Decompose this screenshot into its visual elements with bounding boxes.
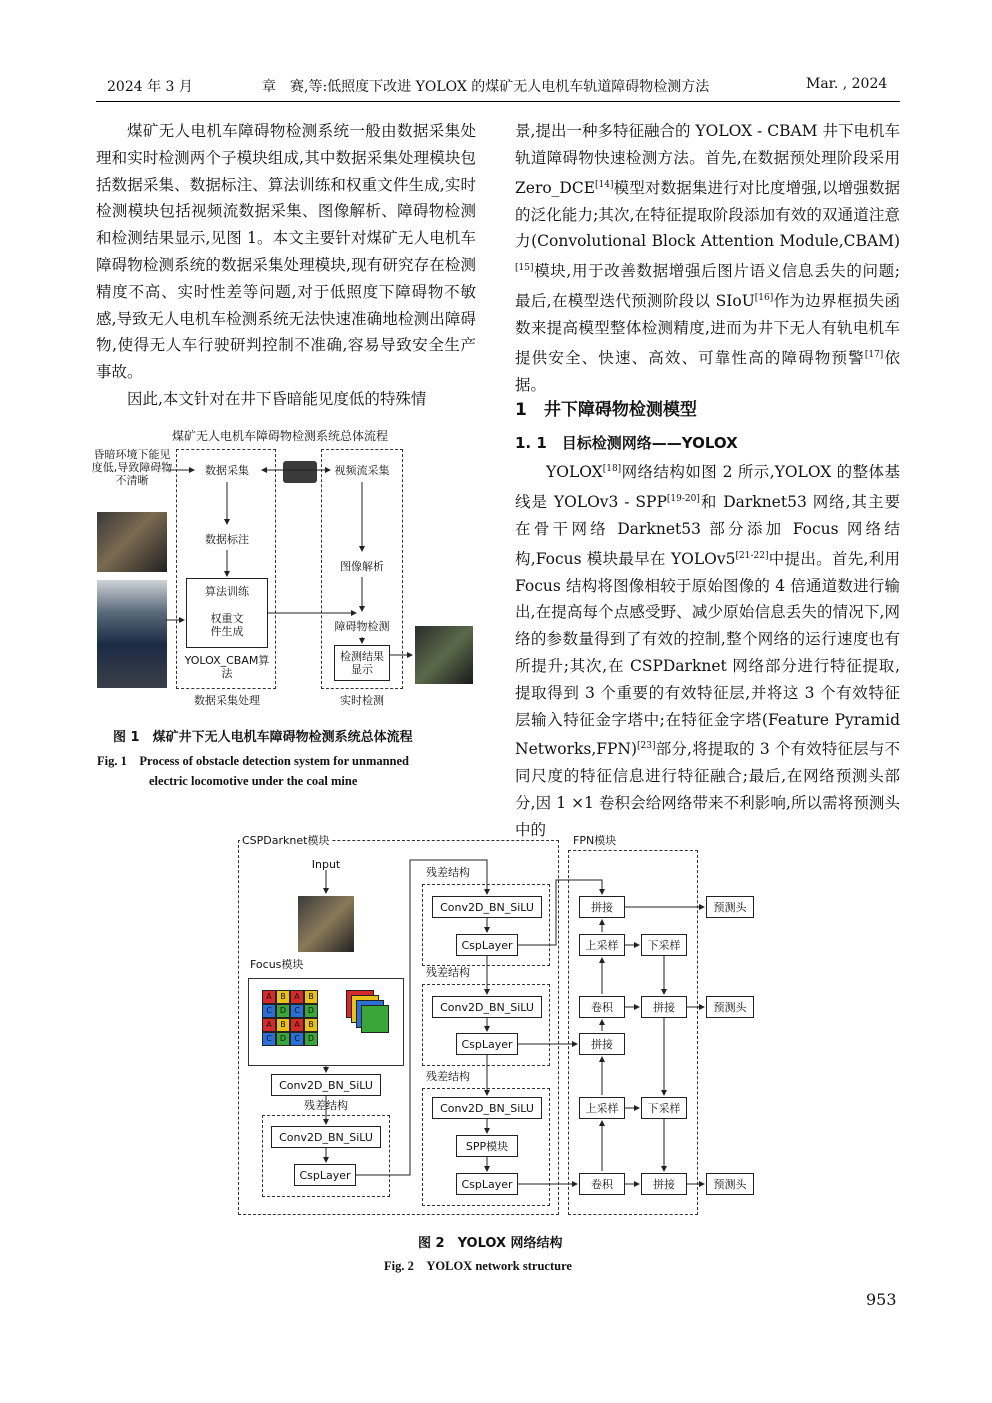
fig1-title: 煤矿无人电机车障碍物检测系统总体流程 xyxy=(171,429,388,443)
fpn-title: FPN模块 xyxy=(573,834,617,847)
focus-grid-cell: D xyxy=(304,1004,318,1018)
subsection-heading: 1. 1 目标检测网络——YOLOX xyxy=(515,434,738,452)
focus-grid-cell: D xyxy=(276,1032,290,1046)
paragraph: 煤矿无人电机车障碍物检测系统一般由数据采集处理和实时检测两个子模块组成,其中数据采集处理模块包括数据采集、数据标注、算法训练和权重文件生成,实时检测模块包括视频流数据采集、图像解析、障碍物检测和检测结果显示,见图 1。本文主要针对煤矿无人电机车障碍物检测系统的数据采集处理模块,现有研究存在检测精度不高、实时性差等问题,对于低照度下障碍物不敏感,导致无人电机车检测系统无法快速准确地检测出障碍物,使得无人车行驶研判控制不准确,容易导致安全生产事故。 xyxy=(96,122,476,382)
focus-grid-cell: C xyxy=(262,1004,276,1018)
fig2-caption-en: Fig. 2 YOLOX network structure xyxy=(384,1259,572,1273)
train-box: 算法训练 权重文件生成 xyxy=(186,578,268,648)
conv-box-1: Conv2D_BN_SiLU xyxy=(271,1074,381,1096)
conv-box-3: Conv2D_BN_SiLU xyxy=(432,896,542,918)
page-number: 953 xyxy=(866,1290,897,1309)
input-label: Input xyxy=(311,858,341,871)
data-label-box: 数据标注 xyxy=(196,528,258,550)
head-box-1: 预测头 xyxy=(706,896,754,918)
head-box-2: 预测头 xyxy=(706,996,754,1018)
fig1-caption-en: Fig. 1 Process of obstacle detection system for unmanned xyxy=(97,754,410,768)
concat-box-4: 拼接 xyxy=(641,1173,687,1195)
downsample-box-2: 下采样 xyxy=(641,1097,687,1119)
focus-grid-cell: B xyxy=(304,1018,318,1032)
csplayer-box-4: CspLayer xyxy=(456,1173,518,1195)
focus-grid-cell: C xyxy=(290,1032,304,1046)
focus-grid-cell: C xyxy=(290,1004,304,1018)
concat-box-3: 拼接 xyxy=(641,996,687,1018)
residual-label: 残差结构 xyxy=(426,1070,470,1083)
yolox-cbam-label: YOLOX_CBAM算法 xyxy=(184,654,270,680)
fig2-caption-cn: 图 2 YOLOX 网络结构 xyxy=(418,1236,563,1251)
fig1-caption-cn: 图 1 煤矿井下无人电机车障碍物检测系统总体流程 xyxy=(113,730,413,745)
header-title: 章 赛,等:低照度下改进 YOLOX 的煤矿无人电机车轨道障碍物检测方法 xyxy=(262,79,710,95)
focus-grid-cell: A xyxy=(290,990,304,1004)
concat-box-2: 拼接 xyxy=(579,1033,625,1055)
focus-grid-cell: A xyxy=(262,990,276,1004)
right-module-label: 实时检测 xyxy=(340,694,384,707)
focus-grid-cell: A xyxy=(290,1018,304,1032)
conv-box-4: Conv2D_BN_SiLU xyxy=(432,996,542,1018)
csplayer-box-1: CspLayer xyxy=(294,1164,356,1186)
focus-grid-cell: B xyxy=(304,990,318,1004)
conv-cn-box-1: 卷积 xyxy=(579,996,625,1018)
conv-box-2: Conv2D_BN_SiLU xyxy=(271,1126,381,1148)
header-date: 2024 年 3 月 xyxy=(107,79,193,95)
focus-grid-cell: B xyxy=(276,990,290,1004)
residual-label: 残差结构 xyxy=(304,1099,348,1112)
fig1-side-note: 昏暗环境下能见度低,导致障碍物不清晰 xyxy=(91,448,173,487)
stream-collect-box: 视频流采集 xyxy=(326,459,398,481)
focus-grid-cell: D xyxy=(276,1004,290,1018)
paragraph: 因此,本文针对在井下昏暗能见度低的特殊情 xyxy=(127,389,427,408)
paragraph: 景,提出一种多特征融合的 YOLOX - CBAM 井下电机车轨道障碍物快速检测方法。首先,在数据预处理阶段采用 Zero_DCE[14]模型对数据集进行对比度增强,以增强数据的泛化能力;其次,在特征提取阶段添加有效的双通道注意力(Convolutional Block Attention Module,CBAM)[15]模块,用于改善数据增强后图片语义信息丢失的问题;最后,在模型迭代预测阶段以 SIoU[16]作为边界框损失函数来提高模型整体检测精度,进而为井下无人有轨电机车提供安全、快速、高效、可靠性高的障碍物预警[17]依据。 xyxy=(515,122,900,394)
csplayer-box-3: CspLayer xyxy=(456,1033,518,1055)
cspdarknet-title: CSPDarknet模块 xyxy=(242,834,330,847)
paragraph: YOLOX[18]网络结构如图 2 所示,YOLOX 的整体基线是 YOLOv3 - SPP[19-20]和 Darknet53 网络,其主要在骨干网络 Darknet53 部分添加 Focus 网络结构,Focus 模块最早在 YOLOv5[21-22]中提出。首先,利用 Focus 结构将图像相较于原始图像的 4 倍通道数进行输出,在提高每个点感受野、减少原始信息丢失的情况下,网络的参数量得到了有效的控制,整个网络的运行速度也有所提升;其次,在 CSPDarknet 网络部分进行特征提取,提取得到 3 个重要的有效特征层,并将这 3 个有效特征层输入特征金字塔中;在特征金字塔(Feature Pyramid Networks,FPN)[23]部分,将提取的 3 个有效特征层与不同尺度的特征信息进行特征融合;最后,在网络预测头部分,因 1 ×1 卷积会给网络带来不利影响,所以需将预测头中的 xyxy=(515,463,900,839)
section-heading: 1 井下障碍物检测模型 xyxy=(515,400,697,420)
focus-grid-cell: D xyxy=(304,1032,318,1046)
spp-box: SPP模块 xyxy=(456,1135,518,1157)
focus-grid-cell: C xyxy=(262,1032,276,1046)
concat-box-1: 拼接 xyxy=(579,896,625,918)
data-collect-box: 数据采集 xyxy=(196,459,258,481)
fig1-caption-en-2: electric locomotive under the coal mine xyxy=(149,774,358,788)
downsample-box-1: 下采样 xyxy=(641,934,687,956)
residual-label: 残差结构 xyxy=(426,866,470,879)
conv-box-5: Conv2D_BN_SiLU xyxy=(432,1097,542,1119)
result-show-box: 检测结果显示 xyxy=(334,645,390,681)
upsample-box-2: 上采样 xyxy=(579,1097,625,1119)
upsample-box-1: 上采样 xyxy=(579,934,625,956)
obstacle-detect-box: 障碍物检测 xyxy=(326,615,398,637)
csplayer-box-2: CspLayer xyxy=(456,934,518,956)
residual-label: 残差结构 xyxy=(426,966,470,979)
focus-grid-cell: A xyxy=(262,1018,276,1032)
left-module-label: 数据采集处理 xyxy=(194,694,260,707)
header-date-en: Mar. , 2024 xyxy=(806,76,888,92)
head-box-3: 预测头 xyxy=(706,1173,754,1195)
focus-grid-cell: B xyxy=(276,1018,290,1032)
focus-label: Focus模块 xyxy=(250,958,304,971)
image-parse-box: 图像解析 xyxy=(326,555,398,577)
conv-cn-box-2: 卷积 xyxy=(579,1173,625,1195)
